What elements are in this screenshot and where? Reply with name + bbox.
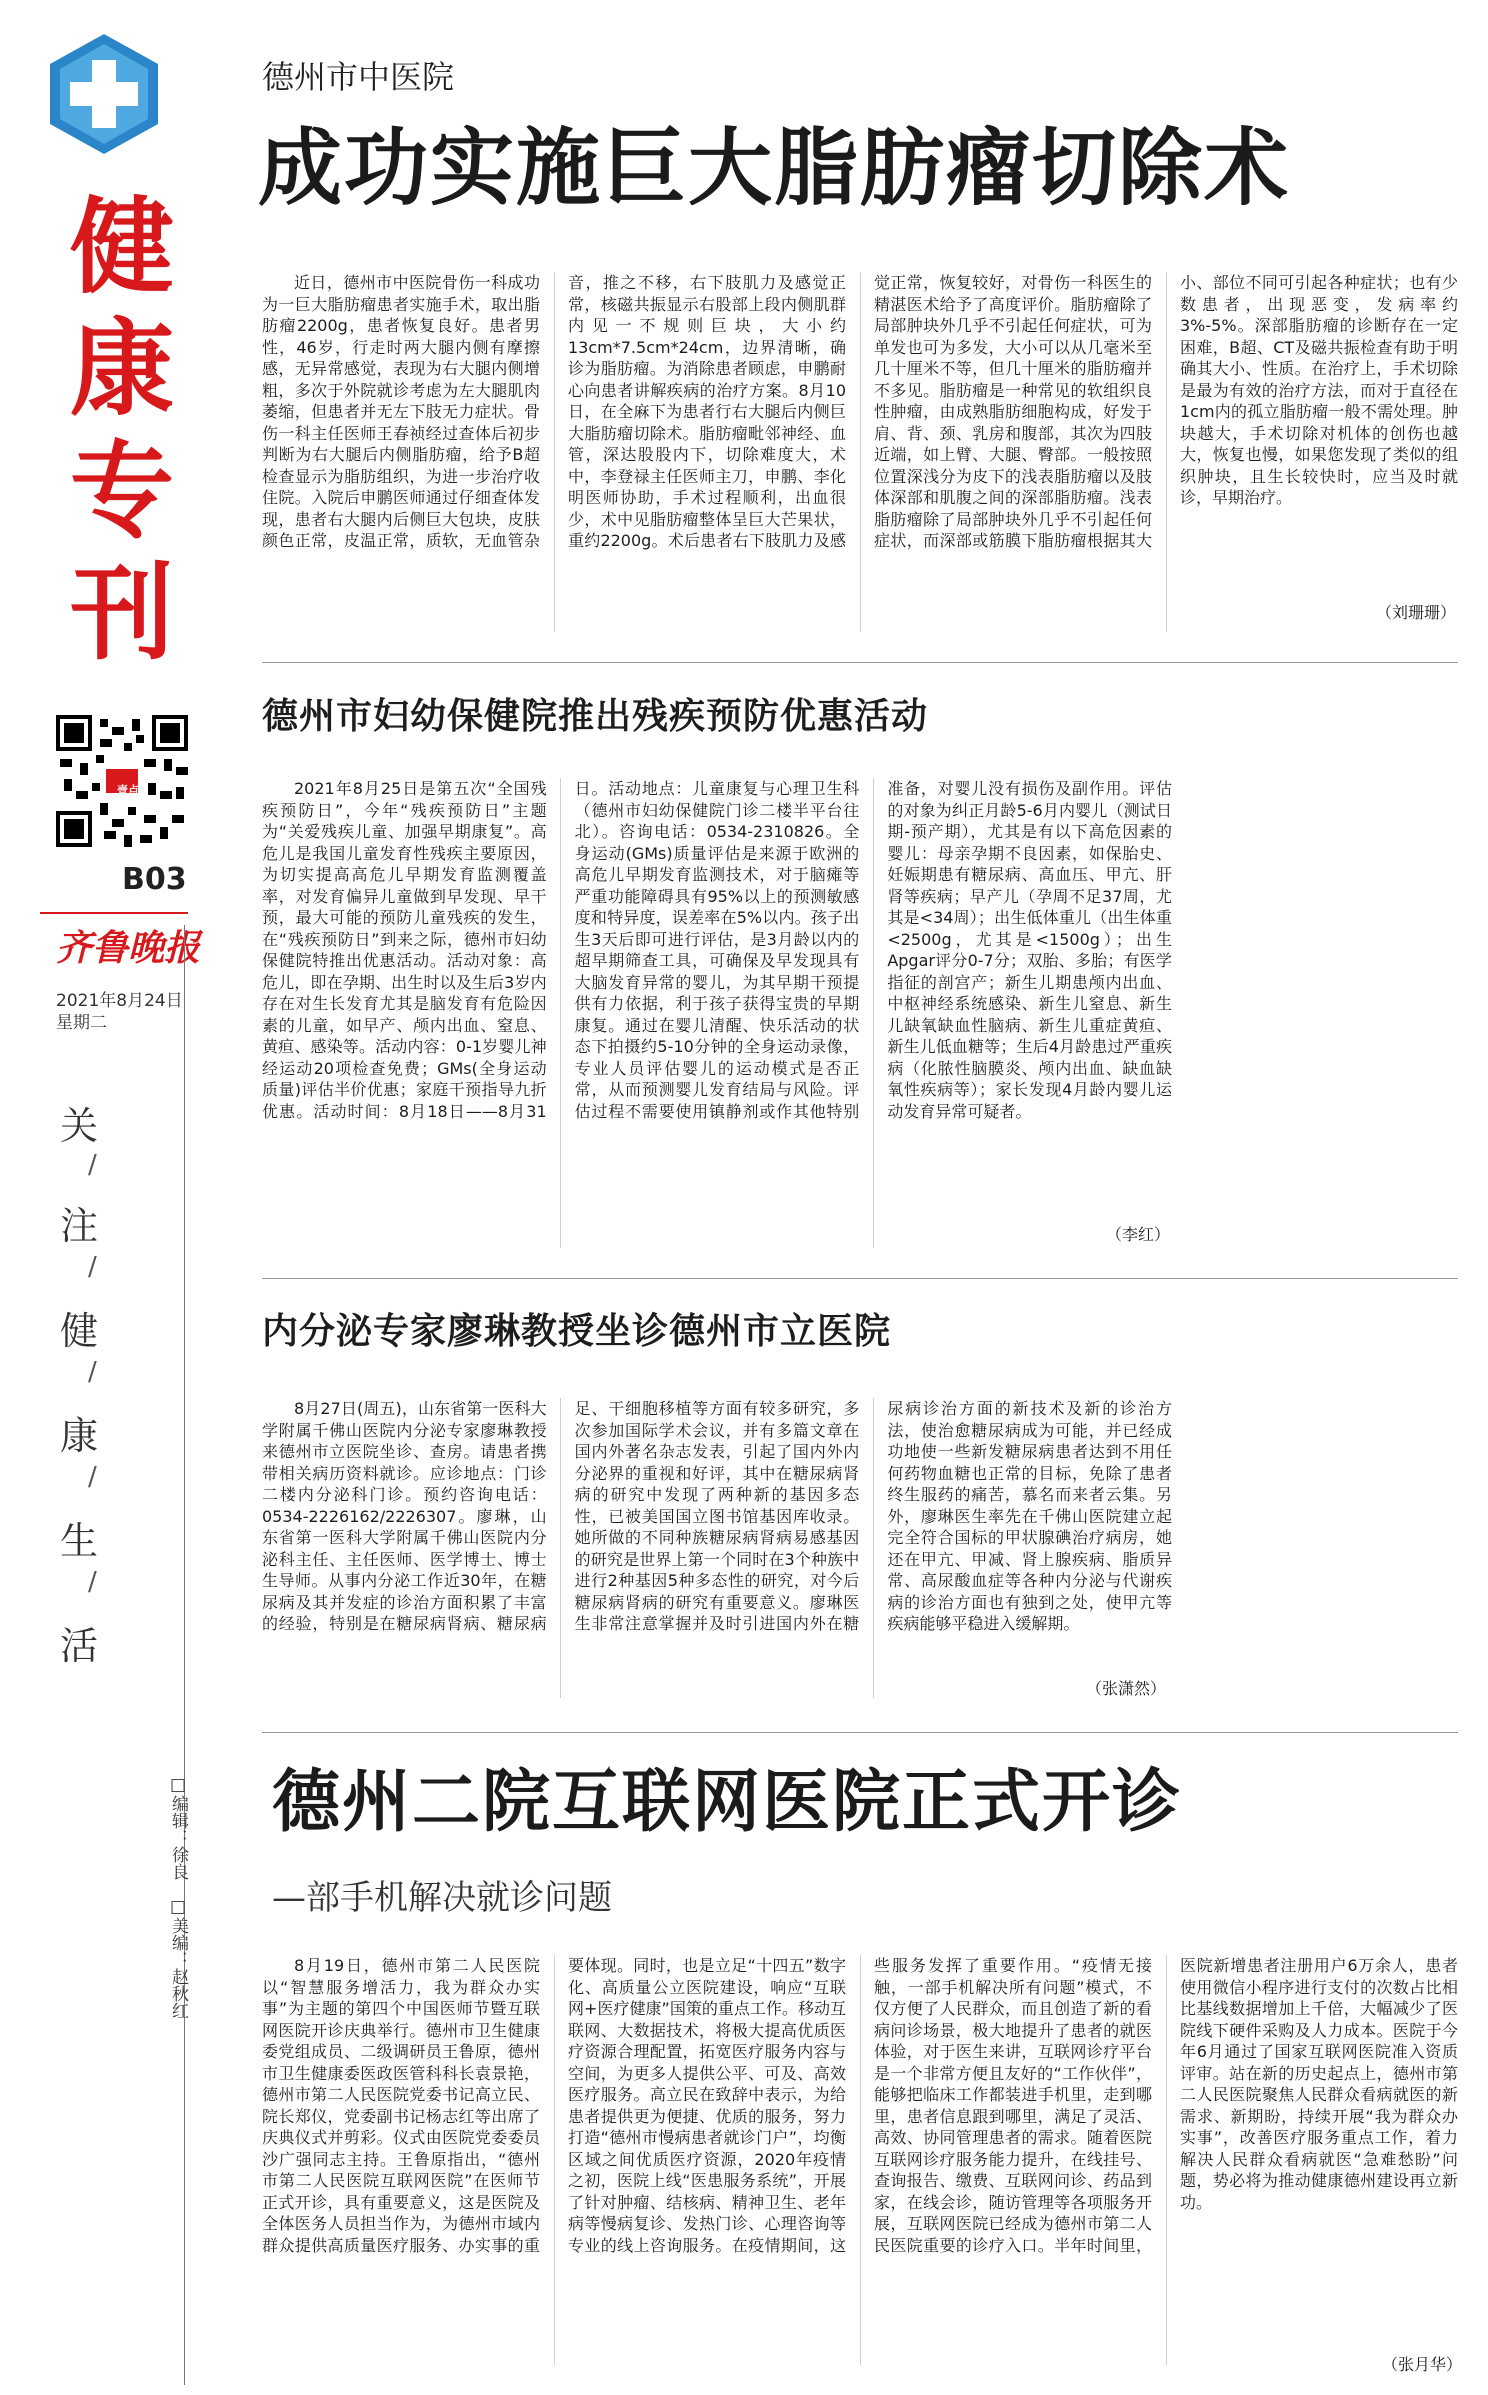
keyword-3: 健 <box>60 1309 99 1353</box>
editor-credit: □编辑：徐良 □美编：赵秋红 <box>168 1775 188 2019</box>
section-title-char-1: 健 <box>69 186 174 308</box>
keyword-separator: / <box>88 1252 97 1282</box>
article1-body <box>262 272 1458 632</box>
divider <box>262 1732 1458 1733</box>
divider <box>262 662 1458 663</box>
article1-body-text: 近日，德州市中医院骨伤一科成功为一巨大脂肪瘤患者实施手术，取出脂肪瘤2200g，患者恢复良好。患者男性，46岁，行走时两大腿内侧有摩擦感，无异常感觉，表现为右大腿内侧增粗，多次于外院就诊考虑为左大腿肌肉萎缩，但患者并无左下肢无力症状。骨伤一科主任医师王春祯经过查体后初步判断为右大腿后内侧脂肪瘤，给予B超检查显示为脂肪组织，为进一步治疗收住院。入院后申鹏医师通过仔细查体发现，患者右大腿内后侧巨大包块，皮肤颜色正常，皮温正常，质软，无血管杂音，推之不移，右下肢肌力及感觉正常，核磁共振显示右股部上段内侧肌群内见一不规则巨块，大小约13cm*7.5cm*24cm，边界清晰，确诊为脂肪瘤。为消除患者顾虑，申鹏耐心向患者讲解疾病的治疗方案。8月10日，在全麻下为患者行右大腿后内侧巨大脂肪瘤切除术。脂肪瘤毗邻神经、血管，深达股股内下，切除难度大，术中，李登禄主任医师主刀，申鹏、李化明医师协助，手术过程顺利，出血很少，术中见脂肪瘤整体呈巨大芒果状，重约2200g。术后患者右下肢肌力及感觉正常，恢复较好，对骨伤一科医生的精湛医术给予了高度评价。脂肪瘤除了局部肿块外几乎不引起任何症状，可为单发也可为多发，大小可以从几毫米至几十厘米不等，但几十厘米的脂肪瘤并不多见。脂肪瘤是一种常见的软组织良性肿瘤，由成熟脂肪细胞构成，好发于肩、背、颈、乳房和腹部，其次为四肢近端，如上臂、大腿、臀部。一般按照位置深浅分为皮下的浅表脂肪瘤以及肢体深部和肌腹之间的深部脂肪瘤。浅表脂肪瘤除了局部肿块外几乎不引起任何症状，而深部或筋膜下脂肪瘤根据其大小、部位不同可引起各种症状；也有少数患者，出现恶变，发病率约3%-5%。深部脂肪瘤的诊断存在一定困难，B超、CT及磁共振检查有助于明确其大小、性质。在治疗上，手术切除是最为有效的治疗方法，而对于直径在1cm内的孤立脂肪瘤一般不需处理。肿块越大，手术切除对机体的创伤也越大，恢复也慢，如果您发现了类似的组织肿块，且生长较快时，应当及时就诊，早期治疗。 <box>262 273 1458 550</box>
newspaper-name: 齐鲁晚报 <box>56 927 201 969</box>
article3-body <box>262 1398 1172 1698</box>
keyword-2: 注 <box>60 1204 99 1248</box>
keyword-separator: / <box>88 1462 97 1492</box>
section-title-char-3: 专 <box>69 430 174 552</box>
divider <box>40 912 188 914</box>
vertical-divider <box>184 925 185 2385</box>
article1-author: （刘珊珊） <box>1370 600 1456 623</box>
section-title-char-2: 康 <box>69 308 174 430</box>
article2-author: （李红） <box>1100 1222 1170 1245</box>
article4-body-text: 8月19日，德州市第二人民医院以“智慧服务增活力，我为群众办实事”为主题的第四个中国医师节暨互联网医院开诊庆典举行。德州市卫生健康委党组成员、二级调研员王鲁原，德州市卫生健康委医政医管科科长袁景艳，德州市第二人民医院党委书记高立民、院长郑仪，党委副书记杨志红等出席了庆典仪式并剪彩。仪式由医院党委委员沙广强同志主持。王鲁原指出，“德州市第二人民医院互联网医院”在医师节正式开诊，具有重要意义，这是医院及全体医务人员担当作为，为德州市域内群众提供高质量医疗服务、办实事的重要体现。同时，也是立足“十四五”数字化、高质量公立医院建设，响应“互联网+医疗健康”国策的重点工作。移动互联网、大数据技术，将极大提高优质医疗资源合理配置，拓宽医疗服务内容与空间，为更多人提供公平、可及、高效医疗服务。高立民在致辞中表示，为给患者提供更为便捷、优质的服务，努力打造“德州市慢病患者就诊门户”，均衡区域之间优质医疗资源，2020年疫情之初，医院上线“医患服务系统”，开展了针对肿瘤、结核病、精神卫生、老年病等慢病复诊、发热门诊、心理咨询等专业的线上咨询服务。在疫情期间，这些服务发挥了重要作用。“疫情无接触，一部手机解决所有问题”模式，不仅方便了人民群众，而且创造了新的看病问诊场景，极大地提升了患者的就医体验，对于医生来讲，互联网诊疗平台是一个非常方便且友好的“工作伙伴”，能够把临床工作都装进手机里，走到哪里，患者信息跟到哪里，满足了灵活、高效、协同管理患者的需求。随着医院互联网诊疗服务能力提升，在线挂号、查询报告、缴费、互联网问诊、药品到家，在线会诊，随访管理等各项服务开展，互联网医院已经成为德州市第二人民医院重要的诊疗入口。半年时间里，医院新增患者注册用户6万余人，患者使用微信小程序进行支付的次数占比相比基线数据增加上千倍，大幅减少了医院线下硬件采购及人力成本。医院于今年6月通过了国家互联网医院准入资质评审。站在新的历史起点上，德州市第二人民医院聚焦人民群众看病就医的新需求、新期盼，持续开展“我为群众办实事”，改善医疗服务重点工作，着力解决人民群众看病就医“急难愁盼”问题，势必将为推动健康德州建设再立新功。 <box>262 1956 1458 2255</box>
article1-title: 成功实施巨大脂肪瘤切除术 <box>258 119 1291 217</box>
article2-body-text: 2021年8月25日是第五次“全国残疾预防日”，今年“残疾预防日”主题为“关爱残疾儿童、加强早期康复”。高危儿是我国儿童发育性残疾主要原因，为切实提高高危儿早期发育监测覆盖率，对发育偏异儿童做到早发现、早干预，最大可能的预防儿童残疾的发生，在“残疾预防日”到来之际，德州市妇幼保健院特推出优惠活动。活动对象：高危儿，即在孕期、出生时以及生后3岁内存在对生长发育尤其是脑发育有危险因素的儿童，如早产、颅内出血、窒息、黄疸、感染等。活动内容：0-1岁婴儿神经运动20项检查免费；GMs(全身运动质量)评估半价优惠；家庭干预指导九折优惠。活动时间：8月18日——8月31日。活动地点：儿童康复与心理卫生科（德州市妇幼保健院门诊二楼半平台往北）。咨询电话：0534-2310826。全身运动(GMs)质量评估是来源于欧洲的高危儿早期发育监测技术，对于脑瘫等严重功能障碍具有95%以上的预测敏感度和特异度，误差率在5%以内。孩子出生3天后即可进行评估，是3月龄以内的超早期筛查工具，可确保及早发现具有大脑发育异常的婴儿，为其早期干预提供有力依据，利于孩子获得宝贵的早期康复。通过在婴儿清醒、快乐活动的状态下拍摄约5-10分钟的全身运动录像，专业人员评估婴儿的运动模式是否正常，从而预测婴儿发育结局与风险。评估过程不需要使用镇静剂或作其他特别准备，对婴儿没有损伤及副作用。评估的对象为纠正月龄5-6月内婴儿（测试日期-预产期），尤其是有以下高危因素的婴儿：母亲孕期不良因素，如保胎史、妊娠期患有糖尿病、高血压、甲亢、肝肾等疾病；早产儿（孕周不足37周，尤其是<34周）；出生低体重儿（出生体重<2500g，尤其是<1500g）；出生Apgar评分0-7分；双胎、多胎；有医学指征的剖宫产；新生儿期患颅内出血、中枢神经系统感染、新生儿窒息、新生儿缺氧缺血性脑病、新生儿重症黄疸、新生儿低血糖等；生后4月龄患过严重疾病（化脓性脑膜炎、颅内出血、缺血缺氧性疾病等）；家长发现4月龄内婴儿运动发育异常可疑者。 <box>262 779 1172 1121</box>
article4-body <box>262 1955 1458 2365</box>
divider <box>262 1278 1458 1279</box>
issue-date <box>56 990 183 1034</box>
article2-body <box>262 778 1172 1248</box>
article4-title: 德州二院互联网医院正式开诊 <box>272 1763 1183 1842</box>
keyword-separator: / <box>88 1567 97 1597</box>
article4-author: （张月华） <box>1376 2352 1462 2375</box>
article1-subhead: 德州市中医院 <box>262 58 455 96</box>
article4-subtitle: —部手机解决就诊问题 <box>272 1878 612 1918</box>
article3-body-text: 8月27日(周五)，山东省第一医科大学附属千佛山医院内分泌专家廖琳教授来德州市立医院坐诊、查房。请患者携带相关病历资料就诊。应诊地点：门诊二楼内分泌科门诊。预约咨询电话：0534-2226162/2226307。廖琳，山东省第一医科大学附属千佛山医院内分泌科主任、主任医师、医学博士、博士生导师。从事内分泌工作近30年，在糖尿病及其并发症的诊治方面积累了丰富的经验，特别是在糖尿病肾病、糖尿病足、干细胞移植等方面有较多研究，多次参加国际学术会议，并有多篇文章在国内外著名杂志发表，引起了国内外内分泌界的重视和好评，其中在糖尿病肾病的研究中发现了两种新的基因多态性，已被美国国立图书馆基因库收录。她所做的不同种族糖尿病肾病易感基因的研究是世界上第一个同时在3个种族中进行2种基因5种多态性的研究，对今后糖尿病肾病的研究有重要意义。廖琳医生非常注意掌握并及时引进国内外在糖尿病诊治方面的新技术及新的诊治方法，使治愈糖尿病成为可能，并已经成功地使一些新发糖尿病患者达到不用任何药物血糖也正常的目标，免除了患者终生服药的痛苦，慕名而来者云集。另外，廖琳医生率先在千佛山医院建立起完全符合国标的甲状腺碘治疗病房，她还在甲亢、甲减、肾上腺疾病、脂质异常、高尿酸血症等各种内分泌与代谢疾病的诊治方面也有独到之处，使甲亢等疾病能够平稳进入缓解期。 <box>262 1399 1172 1633</box>
keyword-separator: / <box>88 1150 97 1180</box>
keyword-1: 关 <box>60 1104 99 1148</box>
keyword-5: 生 <box>60 1519 99 1563</box>
article2-title: 德州市妇幼保健院推出残疾预防优惠活动 <box>262 696 929 737</box>
keyword-6: 活 <box>60 1624 99 1668</box>
keyword-separator: / <box>88 1357 97 1387</box>
weekday-text: 星期二 <box>56 1013 107 1033</box>
qr-code-icon[interactable] <box>56 715 188 847</box>
article3-author: （张潇然） <box>1080 1676 1166 1699</box>
date-text: 2021年8月24日 <box>56 991 183 1011</box>
hospital-cross-logo-icon <box>40 30 168 158</box>
page-code: B03 <box>122 862 187 897</box>
section-title-char-4: 刊 <box>69 552 174 674</box>
article3-title: 内分泌专家廖琳教授坐诊德州市立医院 <box>262 1311 892 1352</box>
qr-label: 壹点 <box>117 784 139 797</box>
keyword-4: 康 <box>60 1414 99 1458</box>
